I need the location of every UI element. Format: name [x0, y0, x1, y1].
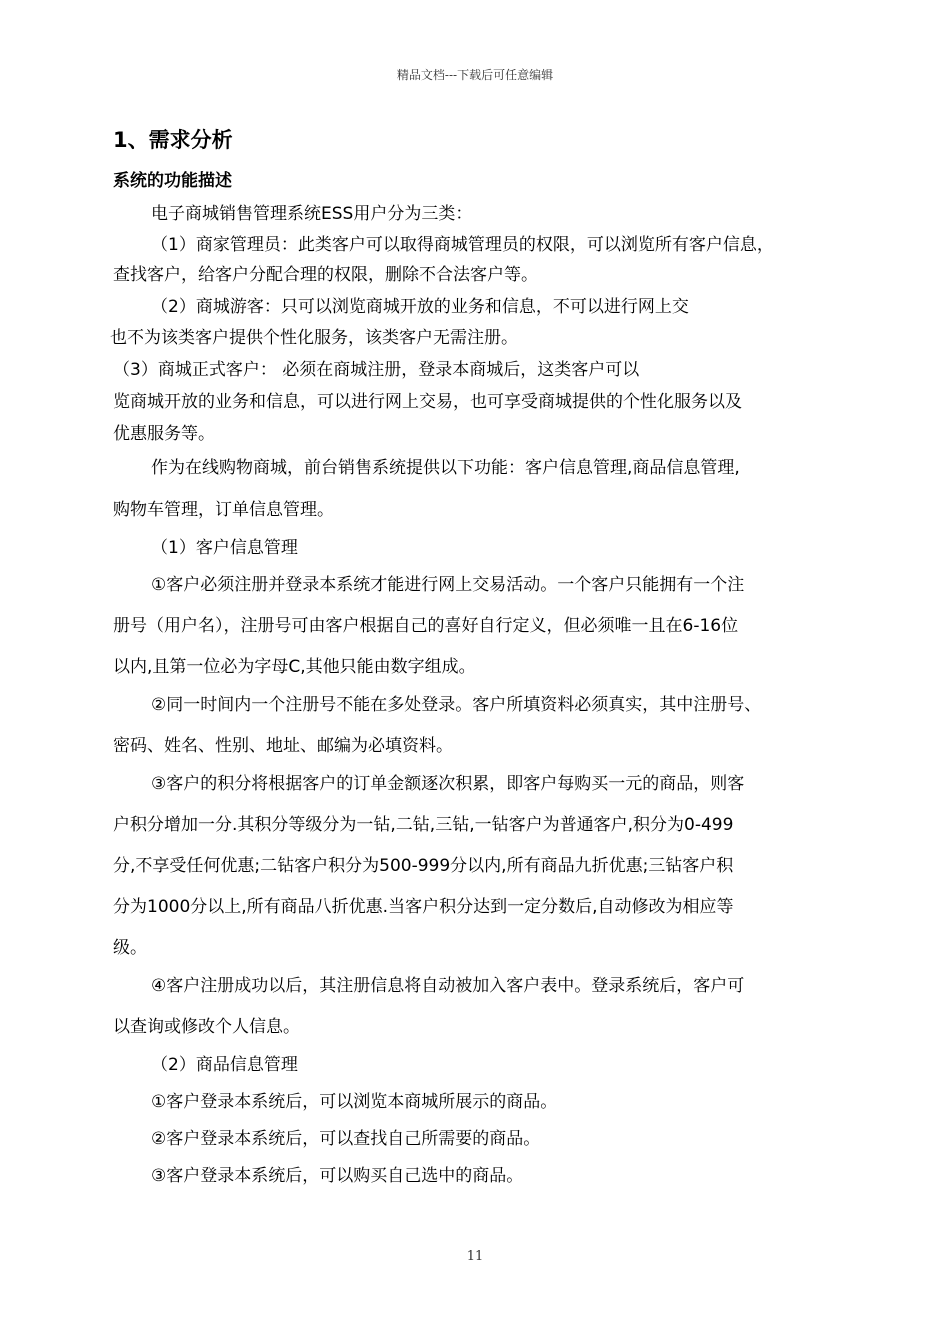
paragraph-line: ①客户登录本系统后，可以浏览本商城所展示的商品。 [151, 1092, 558, 1112]
paragraph-line: 级。 [113, 938, 147, 958]
paragraph-line: 电子商城销售管理系统ESS用户分为三类： [151, 204, 473, 224]
paragraph-line: 册号（用户名），注册号可由客户根据自己的喜好自行定义，但必须唯一且在6-16位 [113, 616, 739, 636]
paragraph-line: 购物车管理，订单信息管理。 [113, 500, 334, 520]
page-number: 11 [466, 1249, 484, 1264]
paragraph-line: 优惠服务等。 [113, 424, 215, 444]
paragraph-line: 分,不享受任何优惠;二钻客户积分为500-999分以内,所有商品九折优惠;三钻客户积 [113, 856, 734, 876]
paragraph-line: （1）商家管理员：此类客户可以取得商城管理员的权限，可以浏览所有客户信息， [151, 235, 774, 255]
subsection-title: 系统的功能描述 [113, 171, 232, 191]
paragraph-line: 览商城开放的业务和信息，可以进行网上交易，也可享受商城提供的个性化服务以及 [113, 392, 742, 412]
paragraph-line: 以查询或修改个人信息。 [113, 1017, 300, 1037]
paragraph-line: （2）商城游客：只可以浏览商城开放的业务和信息，不可以进行网上交 [151, 297, 689, 317]
paragraph-line: （2）商品信息管理 [151, 1055, 298, 1075]
paragraph-line: 作为在线购物商城，前台销售系统提供以下功能：客户信息管理,商品信息管理, [151, 458, 740, 478]
paragraph-line: 也不为该类客户提供个性化服务，该类客户无需注册。 [110, 328, 518, 348]
paragraph-line: ②客户登录本系统后，可以查找自己所需要的商品。 [151, 1129, 541, 1149]
paragraph-line: 密码、姓名、性别、地址、邮编为必填资料。 [113, 736, 453, 756]
paragraph-line: ②同一时间内一个注册号不能在多处登录。客户所填资料必须真实，其中注册号、 [151, 695, 762, 715]
paragraph-line: 分为1000分以上,所有商品八折优惠.当客户积分达到一定分数后,自动修改为相应等 [113, 897, 734, 917]
paragraph-line: 户积分增加一分.其积分等级分为一钻,二钻,三钻,一钻客户为普通客户,积分为0-499 [113, 815, 734, 835]
paragraph-line: ③客户登录本系统后，可以购买自己选中的商品。 [151, 1166, 524, 1186]
paragraph-line: ③客户的积分将根据客户的订单金额逐次积累，即客户每购买一元的商品，则客 [151, 774, 745, 794]
paragraph-line: ④客户注册成功以后，其注册信息将自动被加入客户表中。登录系统后，客户可 [151, 976, 745, 996]
paragraph-line: ①客户必须注册并登录本系统才能进行网上交易活动。一个客户只能拥有一个注 [151, 575, 745, 595]
paragraph-line: （1）客户信息管理 [151, 538, 298, 558]
paragraph-line: 以内,且第一位必为字母C,其他只能由数字组成。 [113, 657, 476, 677]
section-title: 1、需求分析 [113, 128, 233, 152]
page-header: 精品文档---下载后可任意编辑 [396, 68, 554, 82]
paragraph-line: 查找客户，给客户分配合理的权限，删除不合法客户等。 [113, 265, 538, 285]
paragraph-line: （3）商城正式客户： 必须在商城注册，登录本商城后，这类客户可以 [113, 360, 640, 380]
